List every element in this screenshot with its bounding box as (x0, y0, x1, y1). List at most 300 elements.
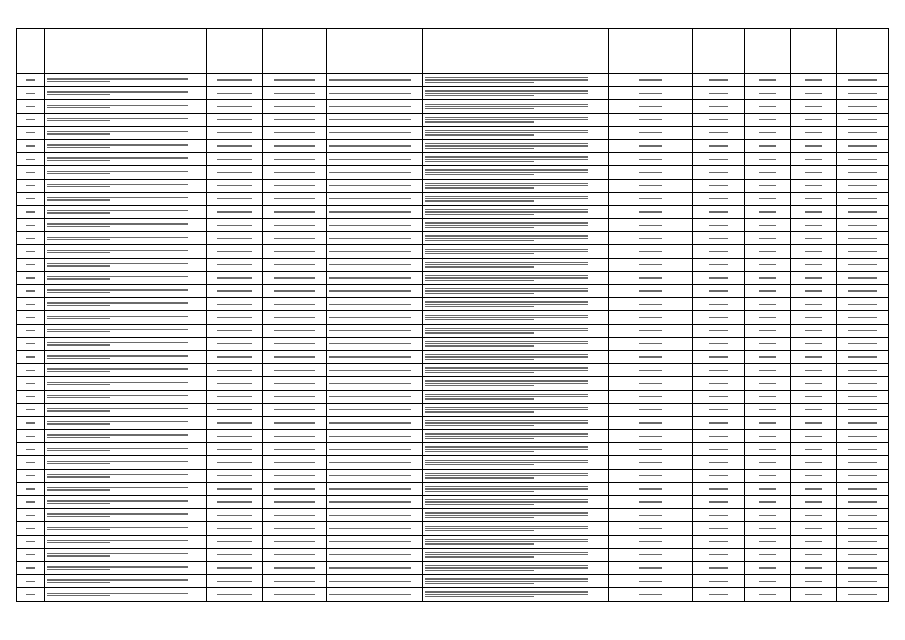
cell-cadastral-value (837, 192, 889, 205)
text-line-placeholder (274, 383, 315, 384)
text-line-placeholder (639, 449, 663, 450)
cell-district (207, 205, 263, 218)
cell-permitted-use (423, 416, 609, 429)
text-line-placeholder (425, 477, 534, 478)
cell-number (17, 113, 45, 126)
text-line-placeholder (217, 501, 253, 502)
text-line-placeholder (425, 209, 588, 210)
cell-number (17, 496, 45, 509)
text-line-placeholder (805, 304, 821, 305)
text-line-placeholder (47, 237, 188, 238)
text-line-placeholder (425, 464, 534, 465)
text-line-placeholder (848, 290, 876, 291)
cell-number (17, 482, 45, 495)
text-line-placeholder (425, 183, 588, 184)
text-line-placeholder (26, 383, 35, 384)
cell-area (745, 430, 791, 443)
col-header-udks (791, 29, 837, 74)
cell-udks (791, 87, 837, 100)
text-line-placeholder (217, 581, 253, 582)
cell-permitted-use (423, 258, 609, 271)
cell-udks (791, 126, 837, 139)
text-line-placeholder (425, 304, 588, 305)
text-line-placeholder (274, 277, 315, 278)
text-line-placeholder (805, 554, 821, 555)
text-line-placeholder (639, 356, 663, 357)
text-line-placeholder (759, 541, 775, 542)
cell-area (745, 126, 791, 139)
text-line-placeholder (47, 210, 188, 211)
cell-cadastral-number (263, 403, 327, 416)
text-line-placeholder (709, 317, 728, 318)
text-line-placeholder (759, 119, 775, 120)
text-line-placeholder (639, 581, 663, 582)
text-line-placeholder (26, 409, 35, 410)
text-line-placeholder (425, 214, 534, 215)
text-line-placeholder (805, 343, 821, 344)
text-line-placeholder (26, 106, 35, 107)
text-line-placeholder (639, 277, 663, 278)
text-line-placeholder (329, 488, 411, 489)
table-row (17, 258, 889, 271)
cell-number (17, 350, 45, 363)
text-line-placeholder (639, 488, 663, 489)
text-line-placeholder (425, 354, 588, 355)
text-line-placeholder (274, 554, 315, 555)
text-line-placeholder (425, 280, 534, 281)
cell-permitted-use (423, 535, 609, 548)
text-line-placeholder (425, 380, 588, 381)
cell-cadastral-value (837, 416, 889, 429)
text-line-placeholder (26, 422, 35, 423)
text-line-placeholder (274, 436, 315, 437)
text-line-placeholder (425, 420, 588, 421)
cell-number (17, 377, 45, 390)
cell-udks (791, 100, 837, 113)
text-line-placeholder (759, 383, 775, 384)
cell-permitted-use-code (609, 456, 693, 469)
cell-udks (791, 258, 837, 271)
cell-object-code (693, 364, 745, 377)
text-line-placeholder (329, 396, 411, 397)
table-row (17, 232, 889, 245)
cell-number (17, 298, 45, 311)
cell-cadastral-value (837, 271, 889, 284)
cell-number (17, 245, 45, 258)
text-line-placeholder (848, 317, 876, 318)
cell-location (45, 271, 207, 284)
text-line-placeholder (425, 411, 534, 412)
table-row (17, 166, 889, 179)
text-line-placeholder (47, 302, 188, 303)
cell-udks (791, 311, 837, 324)
cell-permitted-use (423, 285, 609, 298)
text-line-placeholder (639, 541, 663, 542)
text-line-placeholder (848, 238, 876, 239)
text-line-placeholder (425, 501, 588, 502)
text-line-placeholder (759, 436, 775, 437)
text-line-placeholder (709, 594, 728, 595)
cell-permitted-use (423, 271, 609, 284)
text-line-placeholder (805, 290, 821, 291)
text-line-placeholder (425, 240, 534, 241)
table-row (17, 74, 889, 87)
cell-cadastral-value (837, 232, 889, 245)
cell-permitted-use (423, 575, 609, 588)
cell-permitted-use-code (609, 245, 693, 258)
text-line-placeholder (425, 235, 588, 236)
text-line-placeholder (274, 304, 315, 305)
cell-land-category (327, 192, 423, 205)
table-row (17, 548, 889, 561)
text-line-placeholder (274, 211, 315, 212)
text-line-placeholder (26, 501, 35, 502)
text-line-placeholder (47, 595, 110, 596)
table-row (17, 364, 889, 377)
text-line-placeholder (47, 197, 188, 198)
cell-permitted-use (423, 87, 609, 100)
cell-number (17, 311, 45, 324)
text-line-placeholder (709, 330, 728, 331)
text-line-placeholder (329, 462, 411, 463)
cell-number (17, 219, 45, 232)
text-line-placeholder (26, 145, 35, 146)
text-line-placeholder (217, 145, 253, 146)
text-line-placeholder (47, 371, 110, 372)
cell-district (207, 522, 263, 535)
cell-cadastral-value (837, 258, 889, 271)
text-line-placeholder (217, 264, 253, 265)
text-line-placeholder (217, 225, 253, 226)
text-line-placeholder (425, 409, 588, 410)
text-line-placeholder (425, 486, 588, 487)
table-row (17, 377, 889, 390)
text-line-placeholder (759, 567, 775, 568)
cell-permitted-use-code (609, 285, 693, 298)
cell-location (45, 416, 207, 429)
text-line-placeholder (47, 226, 110, 227)
text-line-placeholder (329, 145, 411, 146)
cell-permitted-use (423, 192, 609, 205)
text-line-placeholder (47, 278, 110, 279)
text-line-placeholder (848, 211, 876, 212)
text-line-placeholder (47, 184, 188, 185)
text-line-placeholder (329, 409, 411, 410)
text-line-placeholder (26, 554, 35, 555)
cell-number (17, 87, 45, 100)
cell-udks (791, 522, 837, 535)
cell-number (17, 139, 45, 152)
text-line-placeholder (425, 372, 534, 373)
text-line-placeholder (425, 515, 588, 516)
cell-location (45, 430, 207, 443)
cell-number (17, 337, 45, 350)
text-line-placeholder (425, 552, 588, 553)
cell-cadastral-value (837, 126, 889, 139)
text-line-placeholder (848, 79, 876, 80)
cell-cadastral-value (837, 219, 889, 232)
text-line-placeholder (759, 343, 775, 344)
cell-cadastral-value (837, 337, 889, 350)
table-row (17, 205, 889, 218)
text-line-placeholder (805, 581, 821, 582)
cell-location (45, 258, 207, 271)
text-line-placeholder (709, 238, 728, 239)
cell-area (745, 482, 791, 495)
text-line-placeholder (425, 504, 534, 505)
text-line-placeholder (425, 315, 588, 316)
text-line-placeholder (425, 356, 588, 357)
text-line-placeholder (425, 156, 588, 157)
cell-udks (791, 179, 837, 192)
cell-location (45, 113, 207, 126)
cell-land-category (327, 377, 423, 390)
table-row (17, 298, 889, 311)
cell-cadastral-number (263, 245, 327, 258)
text-line-placeholder (217, 290, 253, 291)
text-line-placeholder (26, 251, 35, 252)
cell-number (17, 456, 45, 469)
cell-number (17, 561, 45, 574)
text-line-placeholder (759, 106, 775, 107)
table-row (17, 535, 889, 548)
text-line-placeholder (709, 528, 728, 529)
cell-area (745, 337, 791, 350)
cell-number (17, 205, 45, 218)
text-line-placeholder (805, 132, 821, 133)
cell-number (17, 179, 45, 192)
text-line-placeholder (47, 368, 188, 369)
cell-district (207, 403, 263, 416)
text-line-placeholder (639, 594, 663, 595)
text-line-placeholder (759, 159, 775, 160)
table-row (17, 469, 889, 482)
text-line-placeholder (848, 594, 876, 595)
cell-cadastral-value (837, 509, 889, 522)
table-row (17, 509, 889, 522)
cell-location (45, 126, 207, 139)
cell-area (745, 496, 791, 509)
cell-permitted-use (423, 364, 609, 377)
text-line-placeholder (47, 395, 188, 396)
text-line-placeholder (425, 198, 588, 199)
text-line-placeholder (425, 528, 588, 529)
text-line-placeholder (217, 541, 253, 542)
text-line-placeholder (329, 290, 411, 291)
text-line-placeholder (26, 462, 35, 463)
text-line-placeholder (425, 596, 534, 597)
text-line-placeholder (425, 108, 534, 109)
text-line-placeholder (274, 198, 315, 199)
cell-location (45, 443, 207, 456)
cell-udks (791, 337, 837, 350)
text-line-placeholder (425, 90, 588, 91)
cell-permitted-use (423, 522, 609, 535)
cell-object-code (693, 509, 745, 522)
cell-cadastral-number (263, 522, 327, 535)
cell-permitted-use (423, 443, 609, 456)
cell-udks (791, 482, 837, 495)
text-line-placeholder (709, 119, 728, 120)
cell-permitted-use-code (609, 100, 693, 113)
cell-location (45, 561, 207, 574)
cell-object-code (693, 285, 745, 298)
text-line-placeholder (639, 106, 663, 107)
text-line-placeholder (759, 370, 775, 371)
text-line-placeholder (329, 356, 411, 357)
text-line-placeholder (329, 475, 411, 476)
text-line-placeholder (759, 290, 775, 291)
cell-district (207, 139, 263, 152)
cell-area (745, 271, 791, 284)
text-line-placeholder (274, 290, 315, 291)
cell-area (745, 575, 791, 588)
text-line-placeholder (47, 344, 110, 345)
text-line-placeholder (217, 383, 253, 384)
table-row (17, 285, 889, 298)
text-line-placeholder (759, 277, 775, 278)
cell-district (207, 74, 263, 87)
text-line-placeholder (47, 263, 188, 264)
cell-cadastral-value (837, 324, 889, 337)
cell-udks (791, 298, 837, 311)
cell-permitted-use-code (609, 205, 693, 218)
text-line-placeholder (217, 106, 253, 107)
cell-land-category (327, 509, 423, 522)
cell-location (45, 232, 207, 245)
cell-district (207, 179, 263, 192)
text-line-placeholder (709, 501, 728, 502)
cell-permitted-use (423, 298, 609, 311)
cell-cadastral-value (837, 548, 889, 561)
text-line-placeholder (709, 93, 728, 94)
cell-udks (791, 416, 837, 429)
text-line-placeholder (47, 500, 188, 501)
text-line-placeholder (848, 330, 876, 331)
cell-udks (791, 324, 837, 337)
text-line-placeholder (47, 265, 110, 266)
text-line-placeholder (639, 501, 663, 502)
text-line-placeholder (848, 396, 876, 397)
text-line-placeholder (274, 462, 315, 463)
text-line-placeholder (805, 172, 821, 173)
cell-permitted-use (423, 219, 609, 232)
col-header-land-category (327, 29, 423, 74)
text-line-placeholder (639, 290, 663, 291)
text-line-placeholder (425, 77, 588, 78)
text-line-placeholder (805, 515, 821, 516)
cell-object-code (693, 390, 745, 403)
cell-number (17, 192, 45, 205)
cell-permitted-use (423, 113, 609, 126)
cell-location (45, 337, 207, 350)
cell-object-code (693, 430, 745, 443)
text-line-placeholder (329, 185, 411, 186)
text-line-placeholder (805, 106, 821, 107)
text-line-placeholder (329, 238, 411, 239)
cell-location (45, 390, 207, 403)
cell-number (17, 469, 45, 482)
text-line-placeholder (274, 79, 315, 80)
text-line-placeholder (425, 394, 588, 395)
text-line-placeholder (759, 93, 775, 94)
land-register-table (16, 28, 889, 602)
text-line-placeholder (47, 355, 188, 356)
text-line-placeholder (274, 528, 315, 529)
text-line-placeholder (47, 250, 188, 251)
cell-location (45, 311, 207, 324)
cell-land-category (327, 219, 423, 232)
table-row (17, 271, 889, 284)
text-line-placeholder (759, 356, 775, 357)
cell-cadastral-number (263, 87, 327, 100)
cell-area (745, 258, 791, 271)
text-line-placeholder (848, 185, 876, 186)
cell-permitted-use-code (609, 469, 693, 482)
text-line-placeholder (274, 488, 315, 489)
cell-location (45, 192, 207, 205)
text-line-placeholder (805, 145, 821, 146)
cell-cadastral-value (837, 74, 889, 87)
cell-area (745, 100, 791, 113)
cell-cadastral-number (263, 509, 327, 522)
text-line-placeholder (47, 516, 110, 517)
cell-district (207, 443, 263, 456)
text-line-placeholder (47, 276, 188, 277)
text-line-placeholder (274, 501, 315, 502)
text-line-placeholder (805, 277, 821, 278)
cell-udks (791, 496, 837, 509)
cell-land-category (327, 561, 423, 574)
cell-cadastral-number (263, 482, 327, 495)
cell-area (745, 245, 791, 258)
cell-permitted-use-code (609, 166, 693, 179)
cell-land-category (327, 285, 423, 298)
cell-object-code (693, 416, 745, 429)
text-line-placeholder (47, 131, 188, 132)
cell-cadastral-value (837, 522, 889, 535)
text-line-placeholder (709, 515, 728, 516)
text-line-placeholder (329, 225, 411, 226)
text-line-placeholder (709, 581, 728, 582)
text-line-placeholder (274, 594, 315, 595)
text-line-placeholder (848, 264, 876, 265)
text-line-placeholder (709, 370, 728, 371)
text-line-placeholder (639, 436, 663, 437)
text-line-placeholder (709, 396, 728, 397)
text-line-placeholder (425, 422, 588, 423)
text-line-placeholder (759, 185, 775, 186)
cell-district (207, 416, 263, 429)
cell-area (745, 311, 791, 324)
table-row (17, 100, 889, 113)
text-line-placeholder (47, 513, 188, 514)
text-line-placeholder (274, 251, 315, 252)
text-line-placeholder (217, 567, 253, 568)
text-line-placeholder (709, 79, 728, 80)
text-line-placeholder (329, 251, 411, 252)
table-row (17, 219, 889, 232)
text-line-placeholder (425, 172, 588, 173)
cell-permitted-use-code (609, 430, 693, 443)
text-line-placeholder (329, 383, 411, 384)
cell-land-category (327, 403, 423, 416)
cell-cadastral-number (263, 74, 327, 87)
text-line-placeholder (274, 93, 315, 94)
text-line-placeholder (47, 186, 110, 187)
text-line-placeholder (425, 543, 534, 544)
text-line-placeholder (425, 491, 534, 492)
